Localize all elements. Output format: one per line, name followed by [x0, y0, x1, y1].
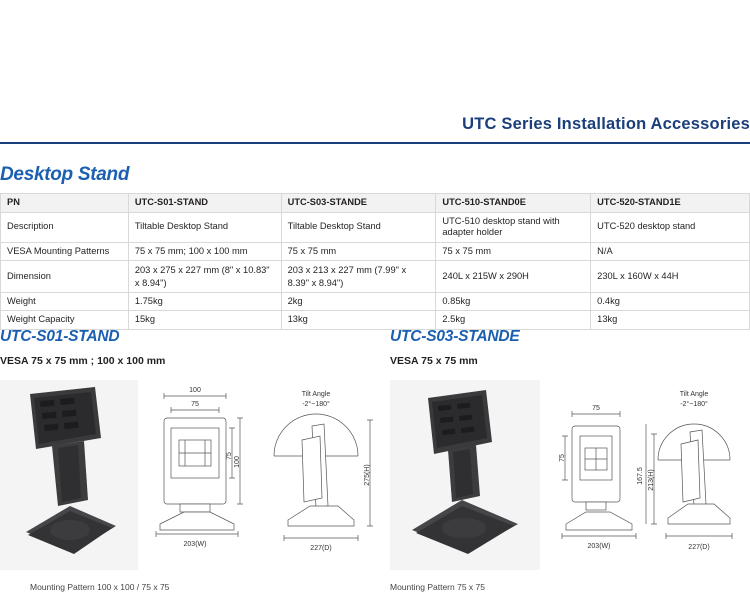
product-title: UTC-S01-STAND	[0, 328, 120, 345]
technical-drawing-side-view-s03	[637, 380, 750, 558]
row-value: N/A	[591, 242, 750, 261]
table-col-header: UTC-520-STAND1E	[591, 194, 750, 213]
row-value: 2.5kg	[436, 311, 591, 330]
table-col-header: PN	[1, 194, 129, 213]
table-header-row	[1, 194, 750, 213]
product-title: UTC-S03-STANDE	[390, 328, 520, 345]
specification-table	[0, 193, 750, 330]
svg-text:100: 100	[189, 387, 201, 394]
figure-caption-s03: Mounting Pattern 75 x 75	[390, 582, 485, 592]
row-value: 203 x 213 x 227 mm (7.99" x 8.39" x 8.94")	[281, 261, 436, 292]
page-header-title: UTC Series Installation Accessories	[462, 115, 750, 133]
product-photo-utc-s01-stand	[0, 380, 138, 570]
row-value: 75 x 75 mm	[281, 242, 436, 261]
svg-text:227(D): 227(D)	[688, 544, 710, 551]
table-col-header: UTC-S03-STANDE	[281, 194, 436, 213]
row-label: Dimension	[1, 261, 129, 292]
svg-text:75: 75	[226, 452, 233, 460]
table-row	[1, 212, 750, 242]
figures-area	[0, 380, 750, 570]
row-value: 1.75kg	[128, 292, 281, 311]
row-label: Weight Capacity	[1, 311, 129, 330]
table-row	[1, 242, 750, 261]
svg-text:-2°~180°: -2°~180°	[680, 401, 708, 408]
row-value: 203 x 275 x 227 mm (8" x 10.83" x 8.94")	[128, 261, 281, 292]
product-block-utc-s03-stande	[390, 328, 520, 367]
svg-text:75: 75	[592, 405, 600, 412]
svg-text:227(D): 227(D)	[310, 545, 332, 552]
row-value: 75 x 75 mm	[436, 242, 591, 261]
table-col-header: UTC-510-STAND0E	[436, 194, 591, 213]
svg-text:203(W): 203(W)	[587, 543, 611, 550]
svg-text:275(H): 275(H)	[364, 464, 371, 486]
row-value: 15kg	[128, 311, 281, 330]
row-value: 13kg	[591, 311, 750, 330]
row-value: 240L x 215W x 290H	[436, 261, 591, 292]
row-label: Description	[1, 212, 129, 242]
svg-text:203(W): 203(W)	[183, 541, 207, 548]
section-title: Desktop Stand	[0, 164, 130, 185]
technical-drawing-top-view-s03	[552, 400, 647, 555]
row-value: UTC-510 desktop stand with adapter holder	[436, 212, 591, 242]
technical-drawing-side-view-s01	[258, 380, 388, 558]
row-value: 0.4kg	[591, 292, 750, 311]
row-value: UTC-520 desktop stand	[591, 212, 750, 242]
product-vesa-label: VESA 75 x 75 mm	[390, 355, 478, 367]
row-label: Weight	[1, 292, 129, 311]
svg-text:100: 100	[234, 456, 241, 468]
table-row	[1, 292, 750, 311]
row-value: 230L x 160W x 44H	[591, 261, 750, 292]
row-value: Tiltable Desktop Stand	[128, 212, 281, 242]
row-value: 13kg	[281, 311, 436, 330]
product-block-utc-s01-stand	[0, 328, 165, 367]
product-vesa-label: VESA 75 x 75 mm ; 100 x 100 mm	[0, 355, 166, 367]
svg-text:75: 75	[559, 454, 566, 462]
row-value: 75 x 75 mm; 100 x 100 mm	[128, 242, 281, 261]
figure-caption-s01: Mounting Pattern 100 x 100 / 75 x 75	[30, 582, 170, 592]
svg-text:Tilt Angle: Tilt Angle	[301, 391, 331, 398]
row-value: 2kg	[281, 292, 436, 311]
header-divider	[0, 142, 750, 144]
svg-text:75: 75	[191, 401, 199, 408]
row-value: 0.85kg	[436, 292, 591, 311]
technical-drawing-top-view-s01	[150, 384, 245, 554]
svg-text:213(H): 213(H)	[648, 469, 655, 491]
row-value: Tiltable Desktop Stand	[281, 212, 436, 242]
row-label: VESA Mounting Patterns	[1, 242, 129, 261]
table-row	[1, 311, 750, 330]
table-col-header: UTC-S01-STAND	[128, 194, 281, 213]
product-photo-utc-s03-stande	[390, 380, 540, 570]
svg-text:167.5: 167.5	[637, 467, 644, 485]
table-row	[1, 261, 750, 292]
svg-text:-2°~180°: -2°~180°	[302, 401, 330, 408]
svg-text:Tilt Angle: Tilt Angle	[679, 391, 709, 398]
